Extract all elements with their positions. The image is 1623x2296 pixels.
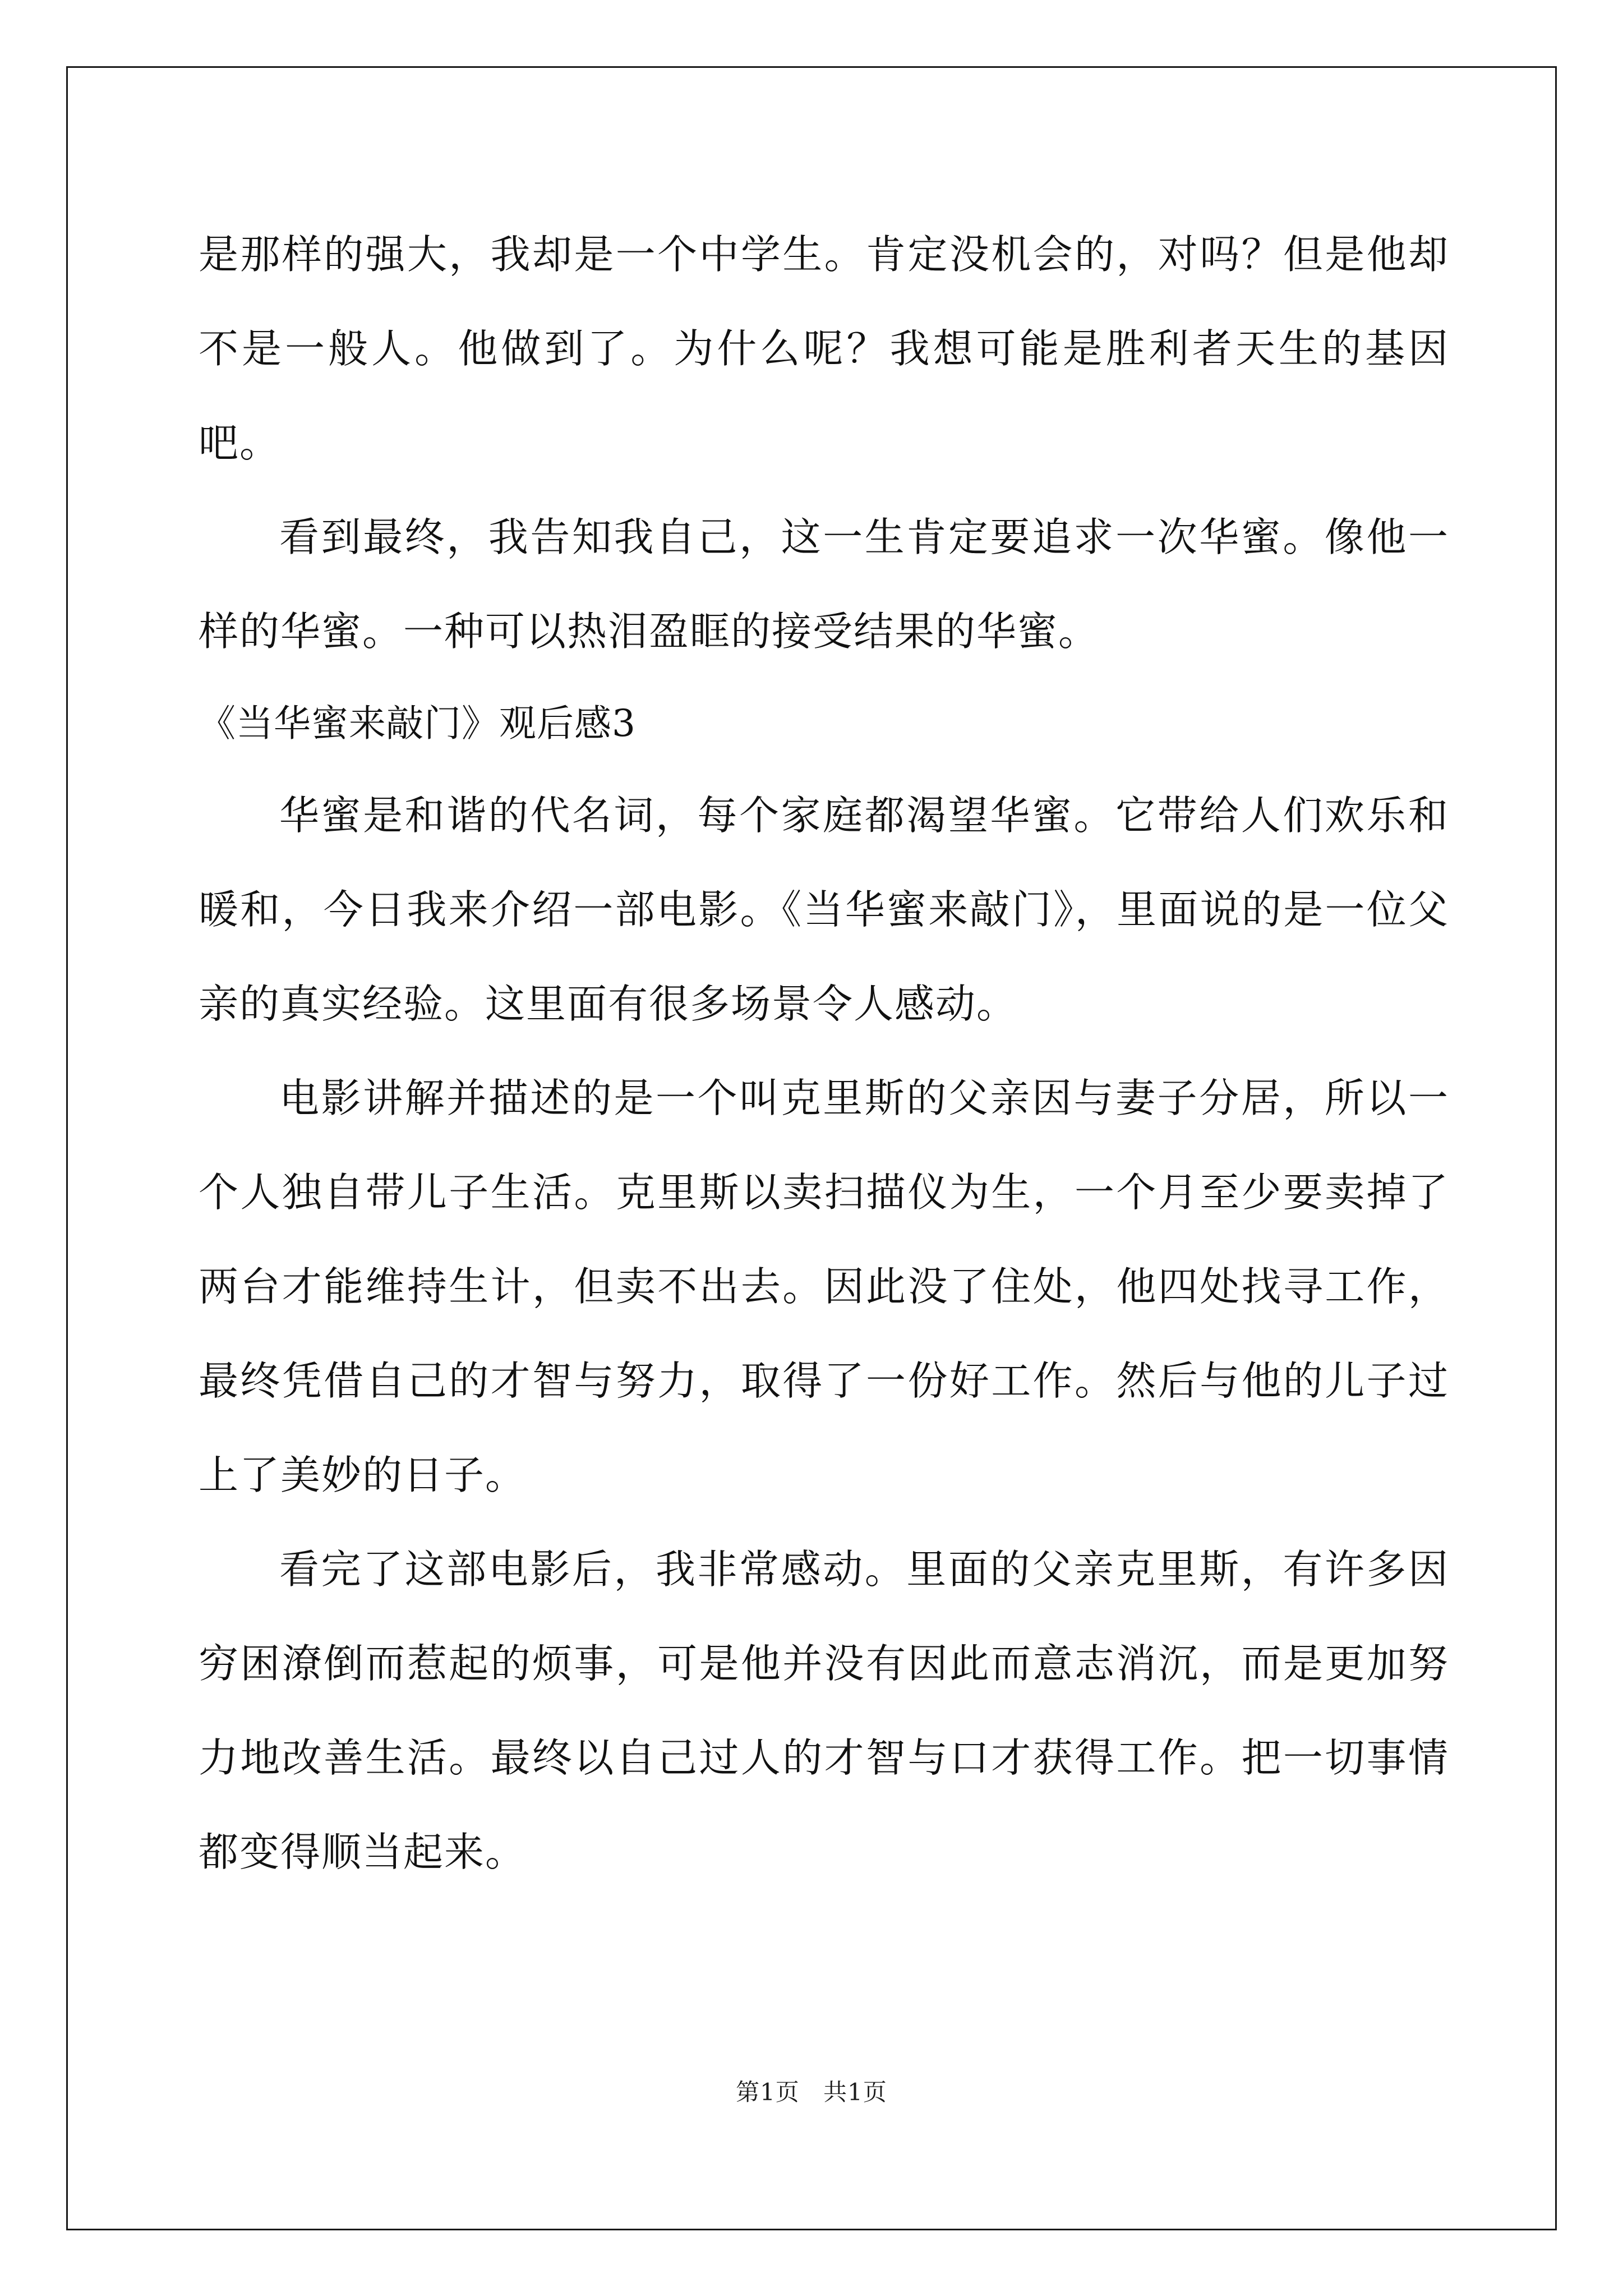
page-number: 第1页 [736, 2078, 800, 2106]
section-heading: 《当华蜜来敲门》观后感3 [199, 702, 636, 745]
paragraph-1: 是那样的强大，我却是一个中学生。肯定没机会的，对吗？但是他却不是一般人。他做到了。为什么呢？我想可能是胜利者天生的基因吧。 [199, 231, 1449, 466]
paragraph-4: 电影讲解并描述的是一个叫克里斯的父亲因与妻子分居，所以一个人独自带儿子生活。克里斯以卖扫描仪为生，一个月至少要卖掉了两台才能维持生计，但卖不出去。因此没了住处，他四处找寻工作，最终凭借自己的才智与努力，取得了一份好工作。然后与他的儿子过上了美妙的日子。 [199, 1075, 1449, 1498]
paragraph-3: 华蜜是和谐的代名词，每个家庭都渴望华蜜。它带给人们欢乐和暖和，今日我来介绍一部电影。《当华蜜来敲门》，里面说的是一位父亲的真实经验。这里面有很多场景令人感动。 [199, 792, 1449, 1027]
document-body [199, 208, 1449, 1899]
page-total: 共1页 [823, 2078, 887, 2106]
paragraph-5: 看完了这部电影后，我非常感动。里面的父亲克里斯，有许多因穷困潦倒而惹起的烦事，可是他并没有因此而意志消沉，而是更加努力地改善生活。最终以自己过人的才智与口才获得工作。把一切事情都变得顺当起来。 [199, 1546, 1449, 1875]
page-footer [0, 2076, 1623, 2109]
paragraph-2: 看到最终，我告知我自己，这一生肯定要追求一次华蜜。像他一样的华蜜。一种可以热泪盈眶的接受结果的华蜜。 [199, 514, 1449, 655]
